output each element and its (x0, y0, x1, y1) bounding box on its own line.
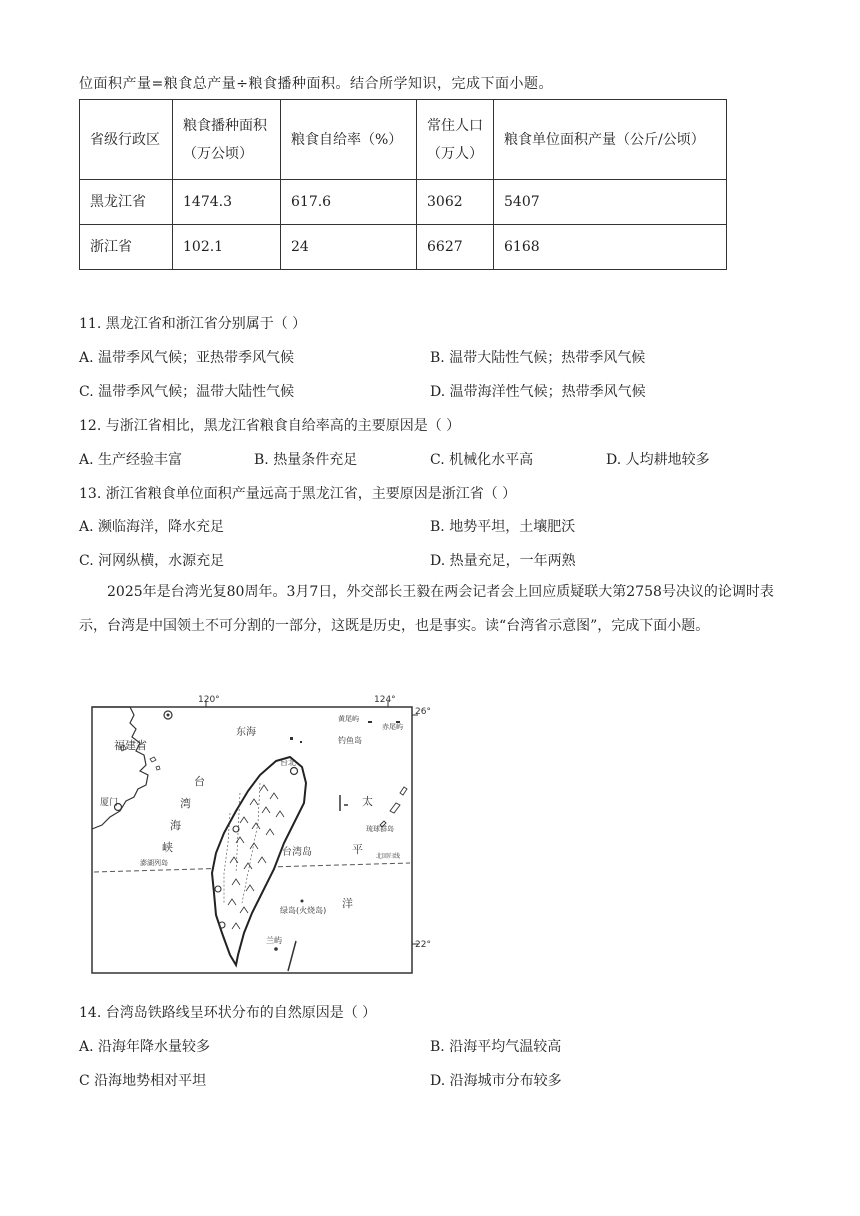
q12-stem: 12. 与浙江省相比，黑龙江省粮食自给率高的主要原因是（ ） (79, 418, 461, 434)
q11-stem: 11. 黑龙江省和浙江省分别属于（ ） (79, 316, 307, 332)
ryukyu-islands-icon (380, 787, 407, 827)
q11-option-a: A. 温带季风气候；亚热带季风气候 (79, 350, 295, 366)
q14-option-d: D. 沿海城市分布较多 (430, 1073, 562, 1089)
q13-option-d: D. 热量充足，一年两熟 (430, 553, 576, 569)
lat-label: 22° (415, 940, 431, 950)
taipei-label: 台北 (280, 758, 296, 767)
marker-stroke (288, 941, 296, 971)
chiwei-label: 赤尾屿 (382, 723, 403, 731)
xiamen-label: 厦门 (100, 798, 119, 808)
intro-text: 位面积产量=粮食总产量÷粮食播种面积。结合所学知识，完成下面小题。 (79, 76, 553, 92)
lon-label: 124° (374, 695, 396, 705)
penghu-label: 澎湖列岛 (140, 859, 168, 867)
strait-label: 峡 (162, 841, 173, 854)
table-cell: 1474.3 (173, 180, 281, 225)
q11-option-c: C. 温带季风气候；温带大陆性气候 (79, 384, 295, 400)
q12-option-d: D. 人均耕地较多 (606, 452, 710, 468)
q13-option-a: A. 濒临海洋，降水充足 (79, 519, 225, 535)
table-header-cell: 粮食自给率（%） (281, 100, 417, 180)
q12-option-c: C. 机械化水平高 (430, 452, 534, 468)
table-header-cell: 常住人口 （万人） (417, 100, 494, 180)
table-cell: 102.1 (173, 225, 281, 270)
grain-table (79, 99, 727, 270)
strait-label: 海 (170, 819, 181, 832)
ludao-icon (301, 900, 304, 903)
q13-stem: 13. 浙江省粮食单位面积产量远高于黑龙江省，主要原因是浙江省（ ） (79, 486, 517, 502)
huangwei-label: 黄尾屿 (338, 715, 359, 723)
q14-option-c: C 沿海地势相对平坦 (79, 1073, 207, 1089)
table-cell: 617.6 (281, 180, 417, 225)
fujian-label: 福建省 (114, 739, 147, 752)
q14-option-a: A. 沿海年降水量较多 (79, 1039, 211, 1055)
strait-label: 湾 (180, 797, 191, 810)
q11-option-d: D. 温带海洋性气候；热带季风气候 (430, 384, 646, 400)
table-cell: 3062 (417, 180, 494, 225)
table-cell: 黑龙江省 (80, 180, 173, 225)
table-row (80, 180, 727, 225)
lon-label: 120° (198, 695, 220, 705)
fuzhou-city-dot (167, 714, 170, 717)
fujian-coastline (92, 707, 148, 829)
q12-option-a: A. 生产经验丰富 (79, 452, 183, 468)
passage: 2025年是台湾光复80周年。3月7日，外交部长王毅在两会记者会上回应质疑联大第2758号决议的论调时表示，台湾是中国领土不可分割的一部分，这既是历史，也是事实。读“台湾省示意图”，完成下面小题。 (79, 584, 774, 634)
q14-option-b: B. 沿海平均气温较高 (430, 1039, 562, 1055)
strait-label: 台 (194, 775, 205, 788)
q12-option-b: B. 热量条件充足 (254, 452, 358, 468)
q13-option-c: C. 河网纵横，水源充足 (79, 553, 225, 569)
table-header-cell: 粮食播种面积 （万公顷） (173, 100, 281, 180)
table-cell: 6168 (494, 225, 727, 270)
q13-option-b: B. 地势平坦，土壤肥沃 (430, 519, 576, 535)
table-cell: 24 (281, 225, 417, 270)
table-header-cell: 粮食单位面积产量（公斤/公顷） (494, 100, 727, 180)
lat-label: 26° (415, 707, 431, 717)
ocean-label: 太 (362, 795, 373, 808)
ludao-label: 绿岛(火烧岛) (280, 906, 327, 915)
lanyu-label: 兰屿 (266, 936, 282, 945)
taiwan-map (90, 693, 432, 977)
diaoyu-label: 钓鱼岛 (338, 736, 362, 745)
ocean-label: 平 (352, 843, 363, 856)
ocean-label: 洋 (342, 897, 353, 910)
q14-stem: 14. 台湾岛铁路线呈环状分布的自然原因是（ ） (79, 1005, 377, 1021)
donghai-label: 东海 (236, 727, 256, 738)
taiwan-island-label: 台湾岛 (282, 847, 312, 858)
lanyu-icon (274, 947, 278, 951)
table-header-cell: 省级行政区 (80, 100, 173, 180)
table-cell: 6627 (417, 225, 494, 270)
table-row (80, 225, 727, 270)
table-cell: 浙江省 (80, 225, 173, 270)
islet-icons (290, 737, 302, 743)
ryukyu-label: 琉球群岛 (366, 825, 394, 833)
q11-option-b: B. 温带大陆性气候；热带季风气候 (430, 350, 646, 366)
table-header-row (80, 100, 727, 180)
table-cell: 5407 (494, 180, 727, 225)
tropic-label: 北回归线 (376, 853, 401, 860)
